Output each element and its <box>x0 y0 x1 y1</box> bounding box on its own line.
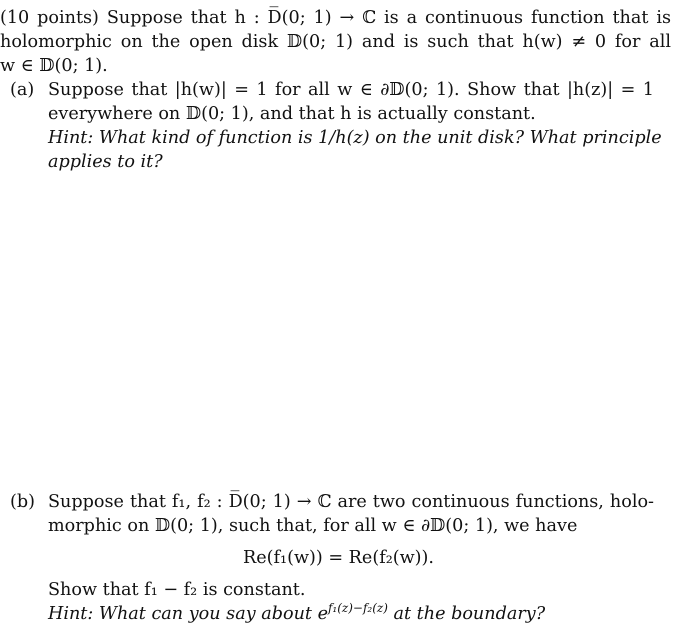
part-a-line-1: Suppose that |h(w)| = 1 for all w ∈ ∂𝔻(0; 1). Show that |h(z)| = 1 <box>48 80 654 100</box>
part-a-hint-line-2: applies to it? <box>48 152 163 172</box>
part-b-equation: Re(f₁(w)) = Re(f₂(w)). <box>243 548 434 568</box>
part-b-hint-exponent: f₁(z)−f₂(z) <box>327 601 388 616</box>
part-b-line-1: Suppose that f₁, f₂ : D̅(0; 1) → ℂ are two continuous functions, holo- <box>48 492 654 512</box>
part-b-hint-line <box>48 602 545 626</box>
part-a-hint-line-1: Hint: What kind of function is 1/h(z) on the unit disk? What principle <box>48 128 662 148</box>
intro-line-1: (10 points) Suppose that h : D̅(0; 1) → ℂ is a continuous function that is <box>0 8 671 28</box>
part-b-line-2: morphic on 𝔻(0; 1), such that, for all w ∈ ∂𝔻(0; 1), we have <box>48 516 578 536</box>
intro-line-2: holomorphic on the open disk 𝔻(0; 1) and is such that h(w) ≠ 0 for all <box>0 32 671 52</box>
intro-line-3: w ∈ 𝔻(0; 1). <box>0 56 108 76</box>
part-b-label: (b) <box>10 492 35 512</box>
part-b-hint-suffix: at the boundary? <box>387 604 546 624</box>
part-b-hint-prefix: Hint: What can you say about e <box>48 604 328 624</box>
part-a-label: (a) <box>10 80 35 100</box>
part-b-show-line: Show that f₁ − f₂ is constant. <box>48 580 306 600</box>
part-a-line-2: everywhere on 𝔻(0; 1), and that h is actually constant. <box>48 104 536 124</box>
